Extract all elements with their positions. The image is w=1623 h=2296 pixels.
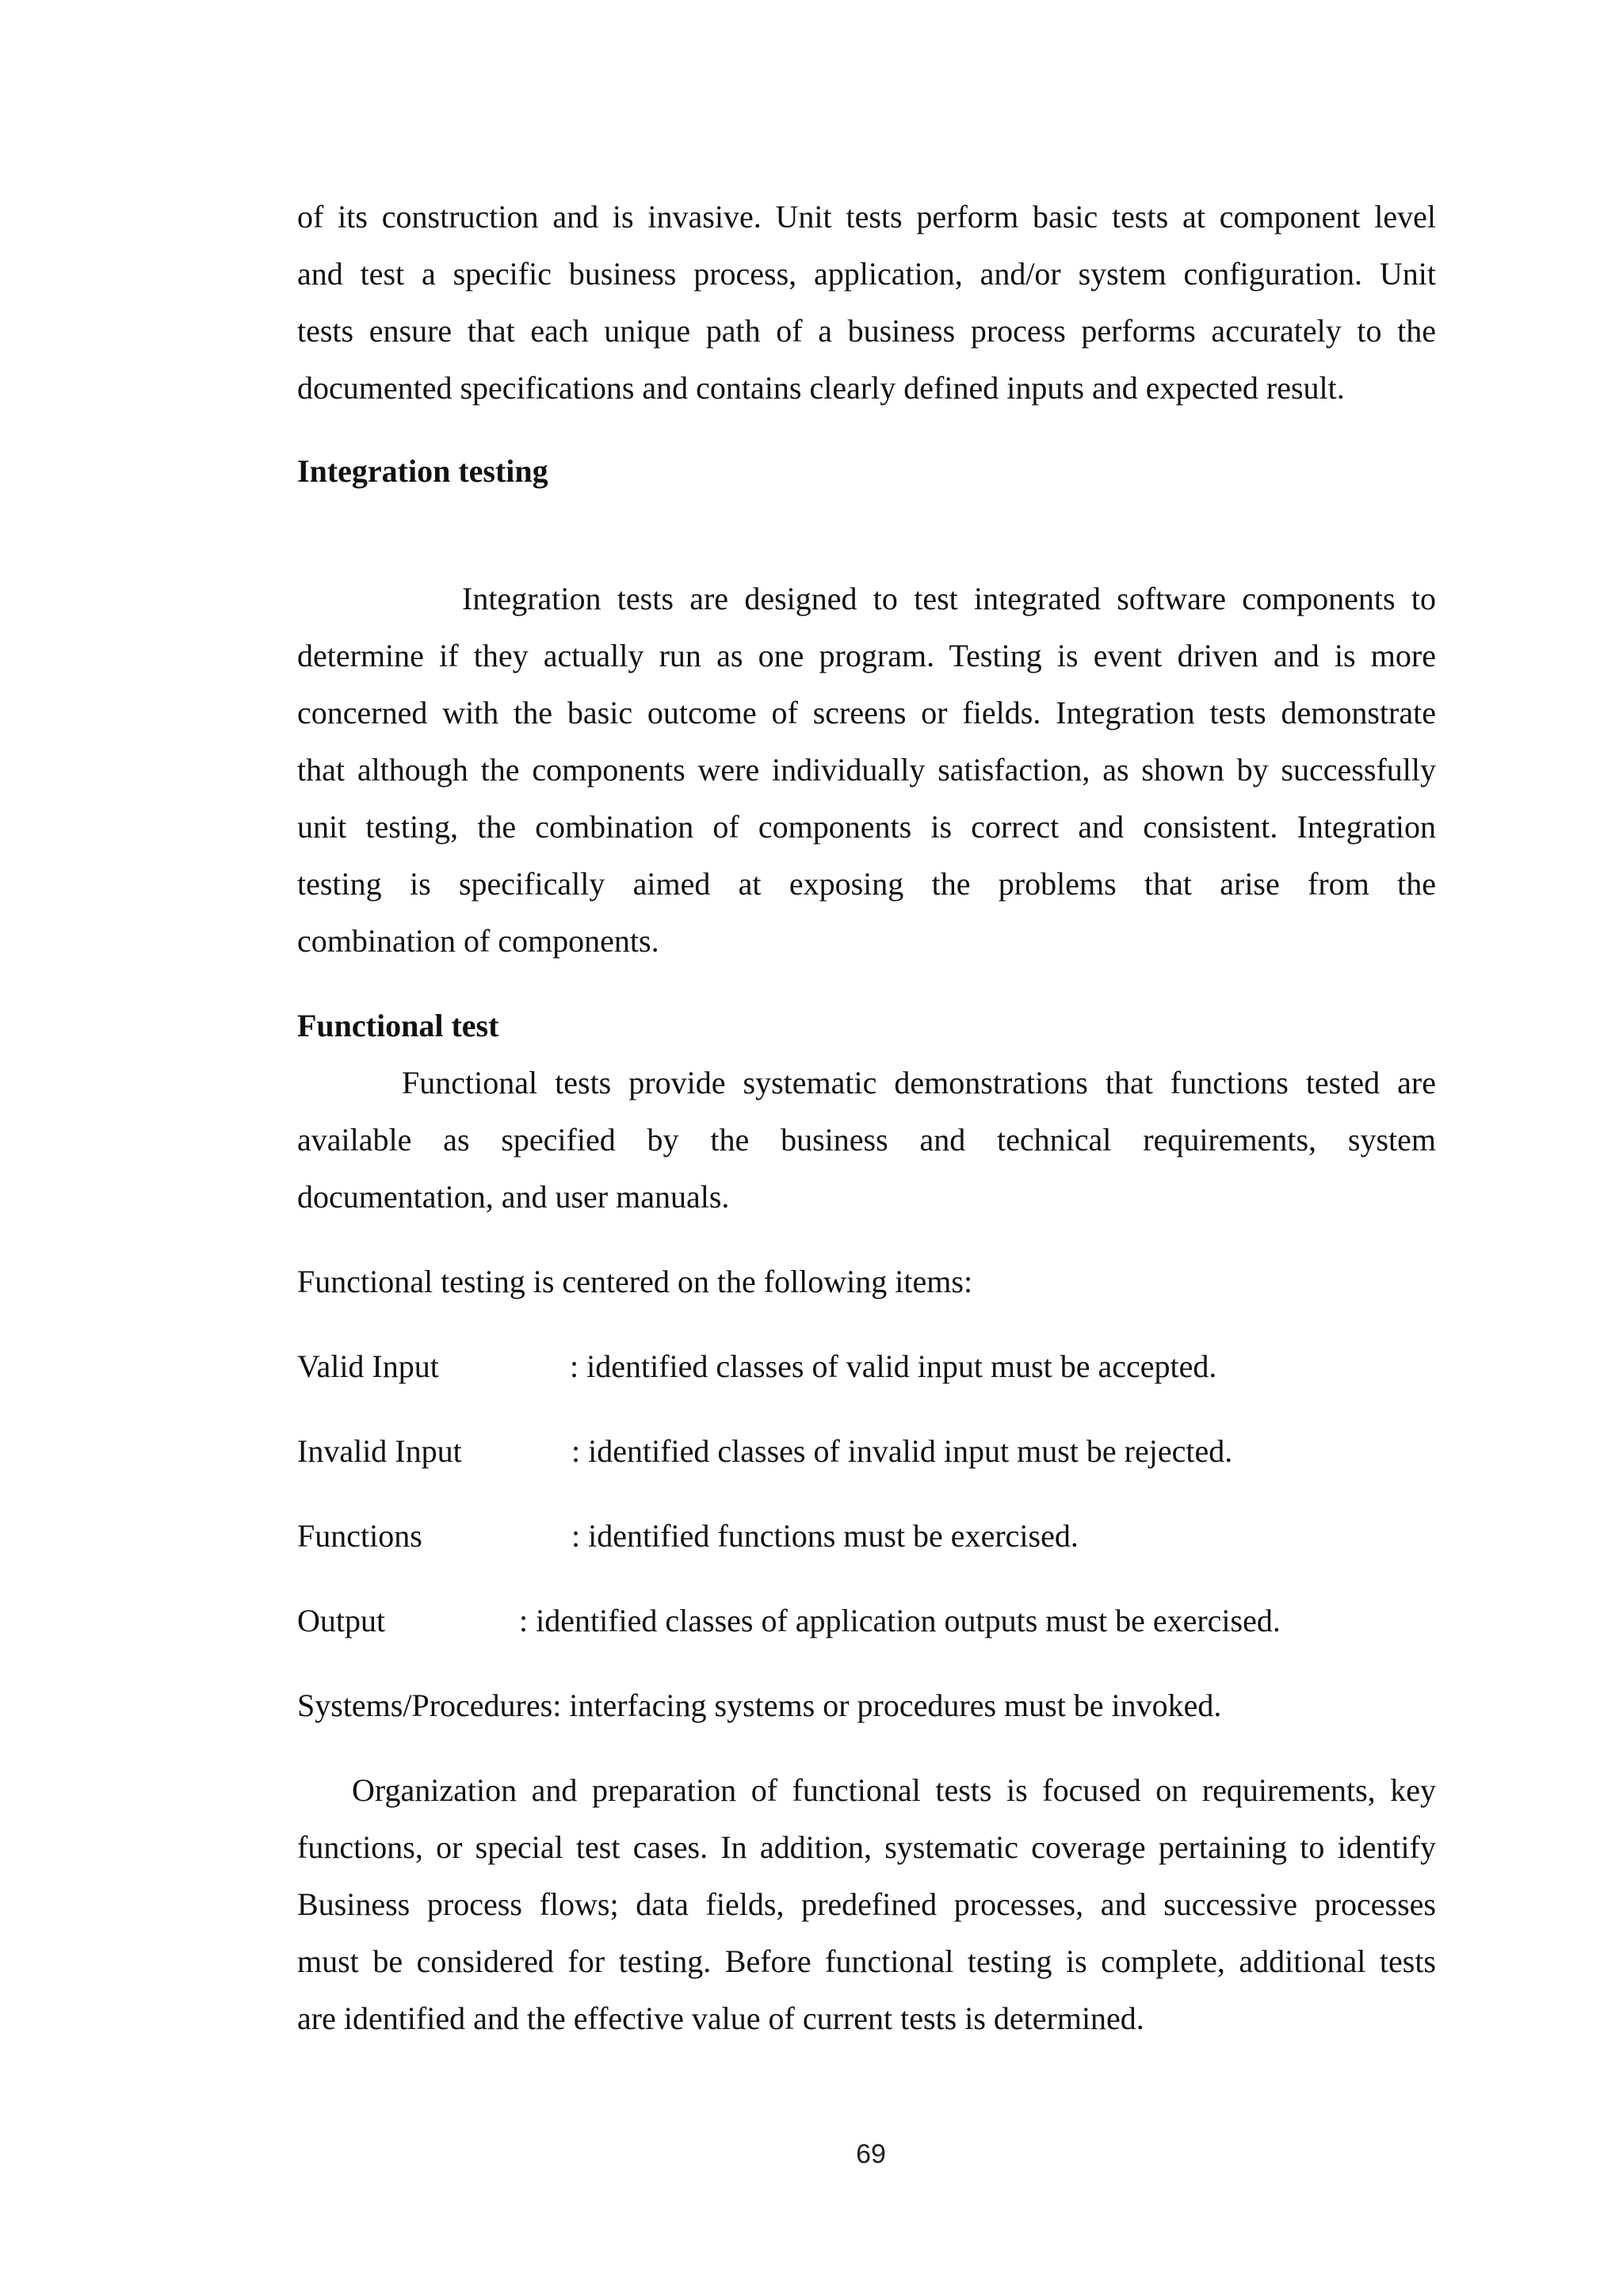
text-line: Functional tests provide systematic demonstrations that functions tested are — [402, 1065, 1436, 1100]
organization-paragraph — [297, 1762, 1436, 2047]
functional-test-heading: Functional test — [297, 1008, 499, 1043]
page-number: 69 — [856, 2139, 886, 2169]
text-line: Organization and preparation of functional tests is focused on requirements, key — [352, 1772, 1436, 1808]
text-line: of its construction and is invasive. Unit tests perform basic tests at component level — [297, 199, 1436, 235]
text-line: functions, or special test cases. In addition, systematic coverage pertaining to identify — [297, 1829, 1436, 1865]
text-line: concerned with the basic outcome of screens or fields. Integration tests demonstrate — [297, 695, 1436, 730]
text-line: available as specified by the business and technical requirements, system — [297, 1122, 1436, 1158]
text-line: Integration tests are designed to test integrated software components to — [462, 581, 1436, 616]
item-description: : identified classes of invalid input must be rejected. — [571, 1433, 1233, 1469]
item-description: : identified classes of valid input must be accepted. — [570, 1348, 1217, 1384]
item-description: : identified classes of application outputs must be exercised. — [519, 1603, 1281, 1638]
text-line: testing is specifically aimed at exposing the problems that arise from the — [297, 866, 1436, 902]
item-label: Output — [297, 1603, 386, 1638]
item-label: Functions — [297, 1518, 422, 1554]
text-line: and test a specific business process, application, and/or system configuration. Unit — [297, 256, 1436, 292]
document-page — [297, 184, 1436, 2047]
functional-item-output — [297, 1592, 1436, 1650]
text-line: that although the components were individually satisfaction, as shown by successfully — [297, 752, 1436, 788]
integration-paragraph — [297, 570, 1436, 970]
text-line: must be considered for testing. Before functional testing is complete, additional tests — [297, 1943, 1436, 1979]
functional-paragraph — [297, 1055, 1436, 1226]
text-line: tests ensure that each unique path of a business process performs accurately to the — [297, 313, 1436, 349]
text-line: documented specifications and contains clearly defined inputs and expected result. — [297, 370, 1345, 406]
text-line: Functional testing is centered on the following items: — [297, 1264, 973, 1299]
integration-testing-heading: Integration testing — [297, 453, 548, 489]
functional-item-invalid-input — [297, 1423, 1436, 1480]
unit-test-paragraph — [297, 189, 1436, 417]
text-line: Business process flows; data fields, predefined processes, and successive processes — [297, 1886, 1436, 1922]
text-line: are identified and the effective value of current tests is determined. — [297, 2000, 1144, 2036]
text-line: Systems/Procedures: interfacing systems or procedures must be invoked. — [297, 1688, 1222, 1723]
functional-intro — [297, 1253, 1436, 1310]
item-description: : identified functions must be exercised. — [571, 1518, 1079, 1554]
item-label: Invalid Input — [297, 1433, 462, 1469]
text-line: determine if they actually run as one program. Testing is event driven and is more — [297, 638, 1436, 673]
text-line: unit testing, the combination of components is correct and consistent. Integration — [297, 809, 1436, 845]
text-line: documentation, and user manuals. — [297, 1179, 730, 1215]
functional-item-valid-input — [297, 1338, 1436, 1395]
text-line: combination of components. — [297, 923, 659, 959]
systems-procedures-line — [297, 1677, 1436, 1734]
item-label: Valid Input — [297, 1348, 439, 1384]
functional-item-functions — [297, 1508, 1436, 1565]
